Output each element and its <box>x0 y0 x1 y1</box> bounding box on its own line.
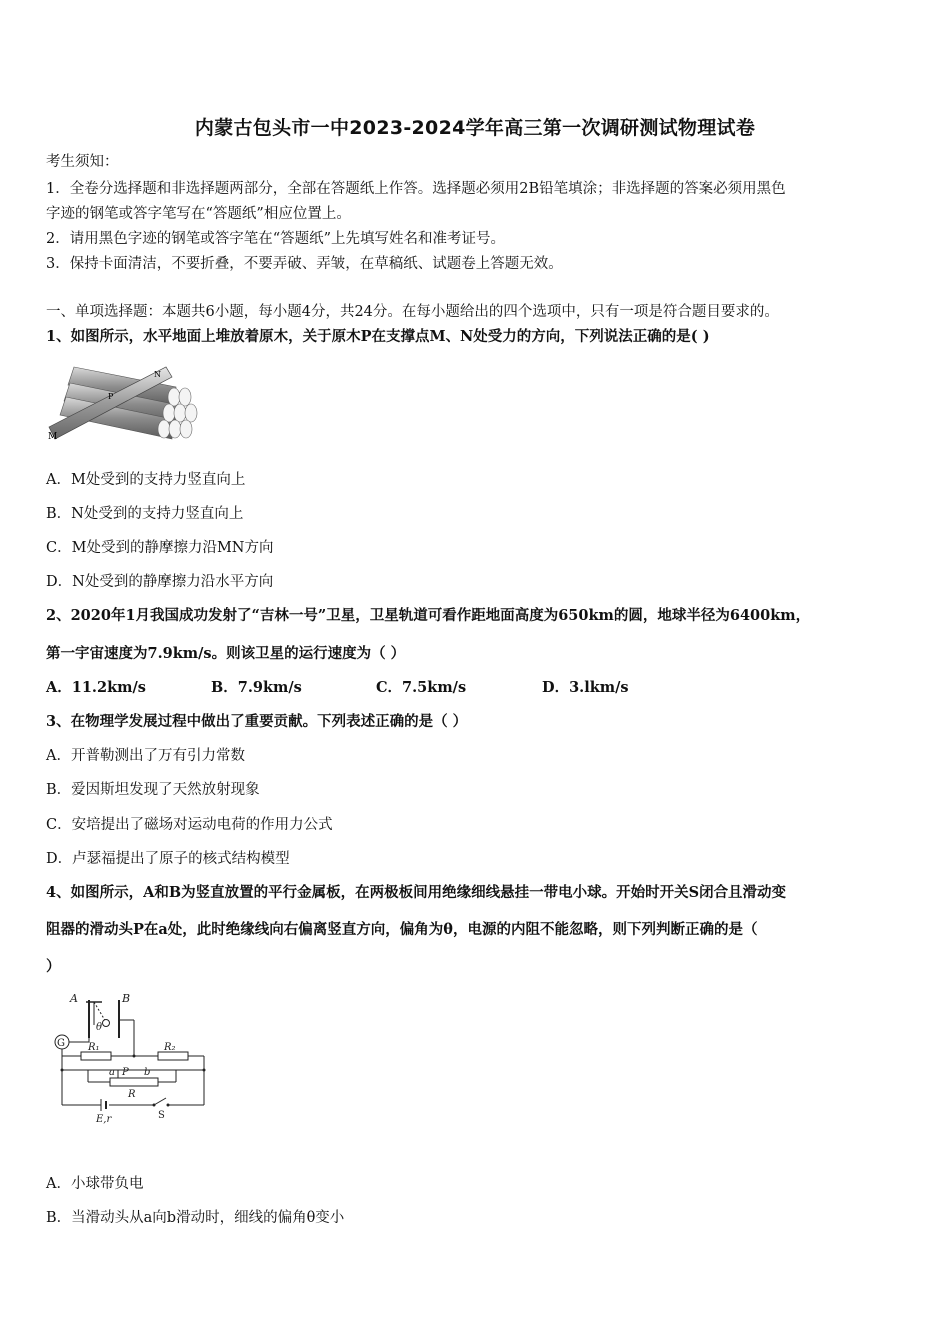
q2-options <box>46 679 906 697</box>
q3-option-c[interactable]: C．安培提出了磁场对运动电荷的作用力公式 <box>46 817 333 833</box>
circuit-diagram <box>46 990 216 1125</box>
q1-option-c[interactable]: C．M处受到的静摩擦力沿MN方向 <box>46 540 274 556</box>
q2-option-c[interactable]: C．7.5km/s <box>376 679 467 696</box>
q3-option-a[interactable]: A．开普勒测出了万有引力常数 <box>46 748 245 764</box>
q1-option-a[interactable]: A．M处受到的支持力竖直向上 <box>46 472 246 488</box>
q1-option-b[interactable]: B．N处受到的支持力竖直向上 <box>46 506 244 522</box>
notice-item-1a: 1．全卷分选择题和非选择题两部分，全部在答题纸上作答。选择题必须用2B铅笔填涂；非选择题的答案必须用黑色 <box>46 181 786 197</box>
label-r1: R₁ <box>88 1042 100 1053</box>
label-plate-a: A <box>70 992 78 1005</box>
label-n: N <box>154 370 161 379</box>
q2-stem-a: 2、2020年1月我国成功发射了“吉林一号”卫星，卫星轨道可看作距地面高度为650km的圆，地球半径为6400km， <box>46 607 811 624</box>
label-galvanometer: G <box>57 1038 65 1049</box>
label-a: a <box>109 1067 115 1078</box>
notice-item-3: 3．保持卡面清洁，不要折叠，不要弄破、弄皱，在草稿纸、试题卷上答题无效。 <box>46 256 563 272</box>
q4-stem-a: 4、如图所示，A和B为竖直放置的平行金属板，在两极板间用绝缘细线悬挂一带电小球。开始时开关S闭合且滑动变 <box>46 884 787 901</box>
label-r2: R₂ <box>164 1042 176 1053</box>
q3-option-b[interactable]: B．爱因斯坦发现了天然放射现象 <box>46 782 260 798</box>
label-p: P <box>122 1067 129 1078</box>
q4-option-a[interactable]: A．小球带负电 <box>46 1176 144 1192</box>
label-m: M <box>48 432 58 442</box>
label-b: b <box>144 1067 151 1078</box>
label-e-r: E,r <box>96 1114 112 1125</box>
q1-option-d[interactable]: D．N处受到的静摩擦力沿水平方向 <box>46 574 274 590</box>
label-s: S <box>158 1110 165 1121</box>
logs-figure <box>46 355 201 443</box>
q4-stem-c: ） <box>46 958 61 975</box>
notice-item-1b: 字迹的钢笔或答字笔写在“答题纸”相应位置上。 <box>46 206 351 222</box>
q2-option-a[interactable]: A．11.2km/s <box>46 679 146 696</box>
q2-stem-b: 第一宇宙速度为7.9km/s。则该卫星的运行速度为（ ） <box>46 645 406 662</box>
section-heading: 一、单项选择题：本题共6小题，每小题4分，共24分。在每小题给出的四个选项中，只有一项是符合题目要求的。 <box>46 304 779 320</box>
label-p: P <box>108 392 114 401</box>
label-theta: θ <box>96 1022 103 1033</box>
notice-item-2: 2．请用黑色字迹的钢笔或答字笔在“答题纸”上先填写姓名和准考证号。 <box>46 231 506 247</box>
q4-stem-b: 阻器的滑动头P在a处，此时绝缘线向右偏离竖直方向，偏角为θ，电源的内阻不能忽略，则下列判断正确的是（ <box>46 921 758 938</box>
q3-stem: 3、在物理学发展过程中做出了重要贡献。下列表述正确的是（ ） <box>46 713 468 730</box>
q3-option-d[interactable]: D．卢瑟福提出了原子的核式结构模型 <box>46 851 290 867</box>
log-stack <box>60 367 197 439</box>
notice-heading: 考生须知： <box>46 154 119 170</box>
q1-stem: 1、如图所示，水平地面上堆放着原木，关于原木P在支撑点M、N处受力的方向，下列说法正确的是( ) <box>46 328 710 345</box>
exam-title: 内蒙古包头市一中2023-2024学年高三第一次调研测试物理试卷 <box>194 117 756 139</box>
label-plate-b: B <box>122 992 131 1005</box>
q2-option-d[interactable]: D．3.lkm/s <box>542 679 629 696</box>
q2-option-b[interactable]: B．7.9km/s <box>211 679 302 696</box>
label-r: R <box>128 1089 136 1100</box>
q4-option-b[interactable]: B．当滑动头从a向b滑动时，细线的偏角θ变小 <box>46 1210 345 1226</box>
